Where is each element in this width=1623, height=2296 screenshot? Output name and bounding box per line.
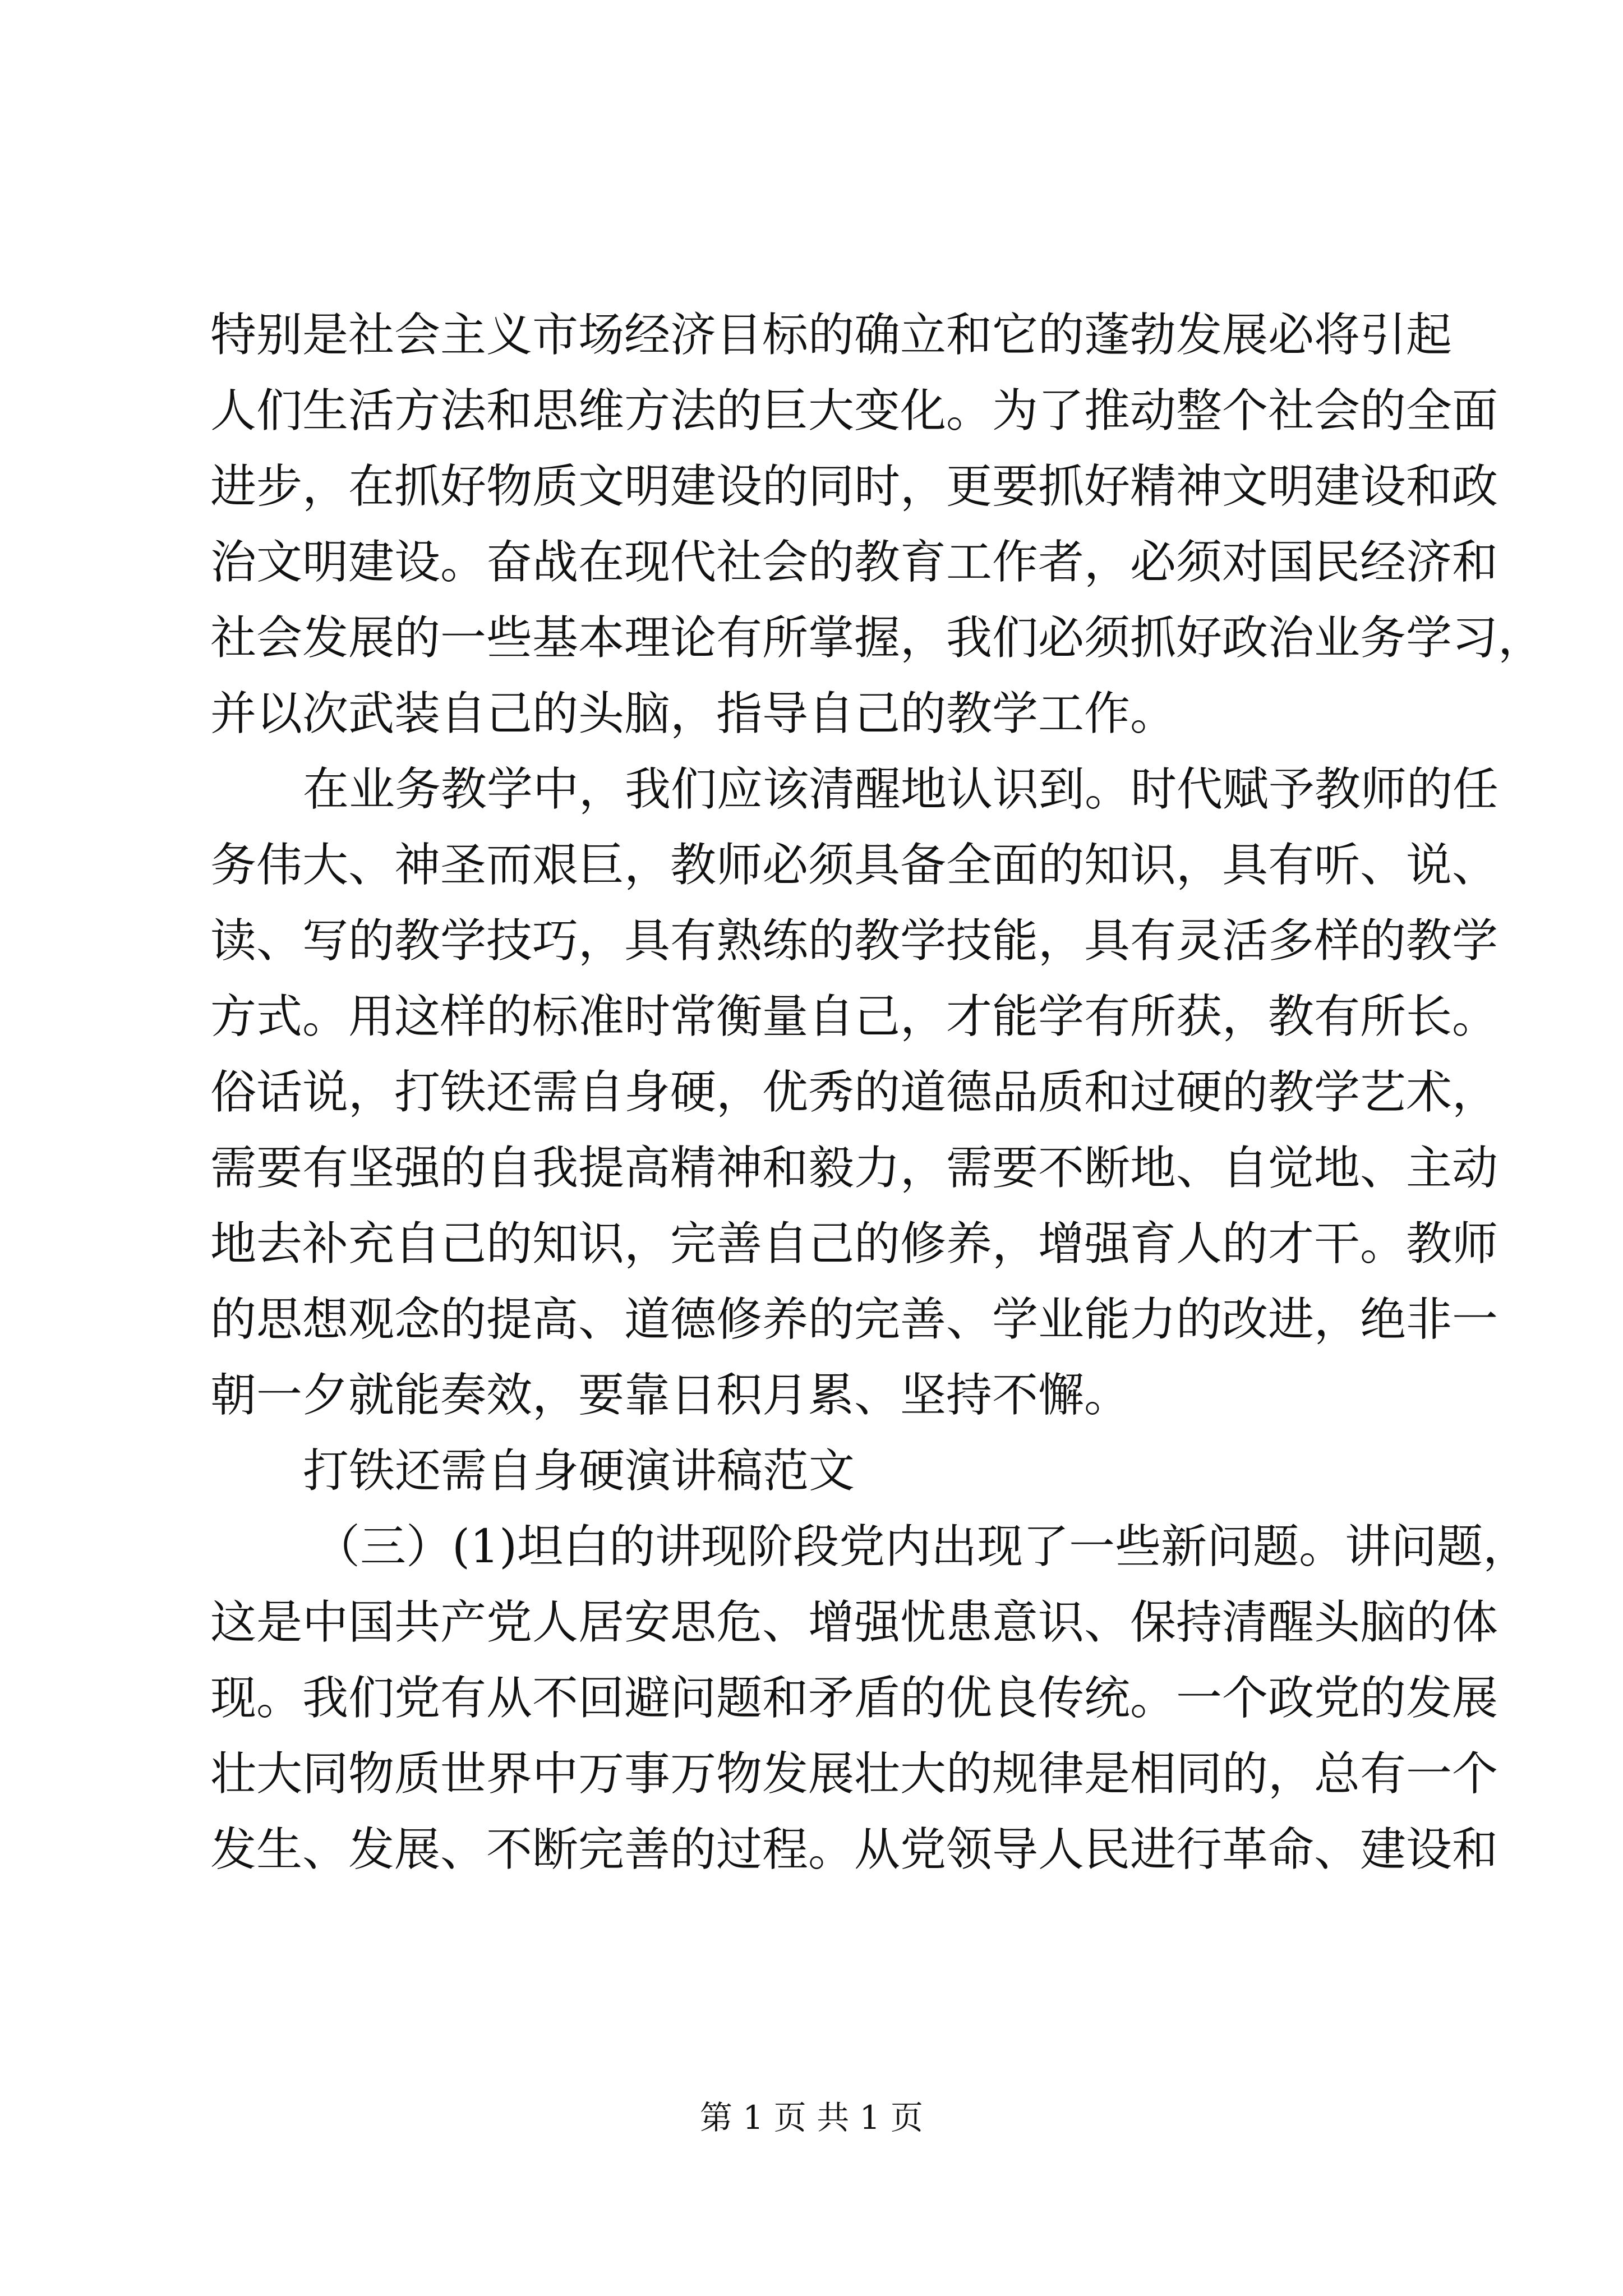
text-line: 读、写的教学技巧，具有熟练的教学技能，具有灵活多样的教学	[210, 914, 1498, 968]
document-body	[210, 297, 1544, 1888]
text-line: 壮大同物质世界中万事万物发展壮大的规律是相同的，总有一个	[210, 1747, 1498, 1801]
text-line: 现。我们党有从不回避问题和矛盾的优良传统。一个政党的发展	[210, 1672, 1498, 1725]
text-line: 并以次武装自己的头脑，指导自己的教学工作。	[210, 687, 1177, 740]
text-line: 方式。用这样的标准时常衡量自己，才能学有所获，教有所长。	[210, 990, 1498, 1043]
text-line: 这是中国共产党人居安思危、增强忧患意识、保持清醒头脑的体	[210, 1596, 1498, 1649]
text-line: 进步，在抓好物质文明建设的同时，更要抓好精神文明建设和政	[210, 460, 1498, 513]
section-heading: 打铁还需自身硬演讲稿范文	[303, 1444, 855, 1498]
text-line: 人们生活方法和思维方法的巨大变化。为了推动整个社会的全面	[210, 384, 1498, 438]
text-line: 俗话说，打铁还需自身硬，优秀的道德品质和过硬的教学艺术，	[210, 1066, 1498, 1119]
text-line: （三）(1)坦白的讲现阶段党内出现了一些新问题。讲问题，	[314, 1520, 1529, 1573]
text-line: 社会发展的一些基本理论有所掌握，我们必须抓好政治业务学习，	[210, 611, 1544, 665]
text-line: 的思想观念的提高、道德修养的完善、学业能力的改进，绝非一	[210, 1293, 1498, 1346]
text-line: 地去补充自己的知识，完善自己的修养，增强育人的才干。教师	[210, 1217, 1498, 1271]
text-line: 发生、发展、不断完善的过程。从党领导人民进行革命、建设和	[210, 1823, 1498, 1876]
text-line: 朝一夕就能奏效，要靠日积月累、坚持不懈。	[210, 1369, 1131, 1422]
text-line: 特别是社会主义市场经济目标的确立和它的蓬勃发展必将引起	[210, 309, 1453, 362]
text-line: 需要有坚强的自我提高精神和毅力，需要不断地、自觉地、主动	[210, 1142, 1498, 1195]
page-footer: 第 1 页 共 1 页	[700, 2099, 923, 2137]
text-line: 治文明建设。奋战在现代社会的教育工作者，必须对国民经济和	[210, 536, 1498, 589]
text-line: 务伟大、神圣而艰巨，教师必须具备全面的知识，具有听、说、	[210, 839, 1498, 892]
text-line: 在业务教学中，我们应该清醒地认识到。时代赋予教师的任	[303, 763, 1499, 816]
